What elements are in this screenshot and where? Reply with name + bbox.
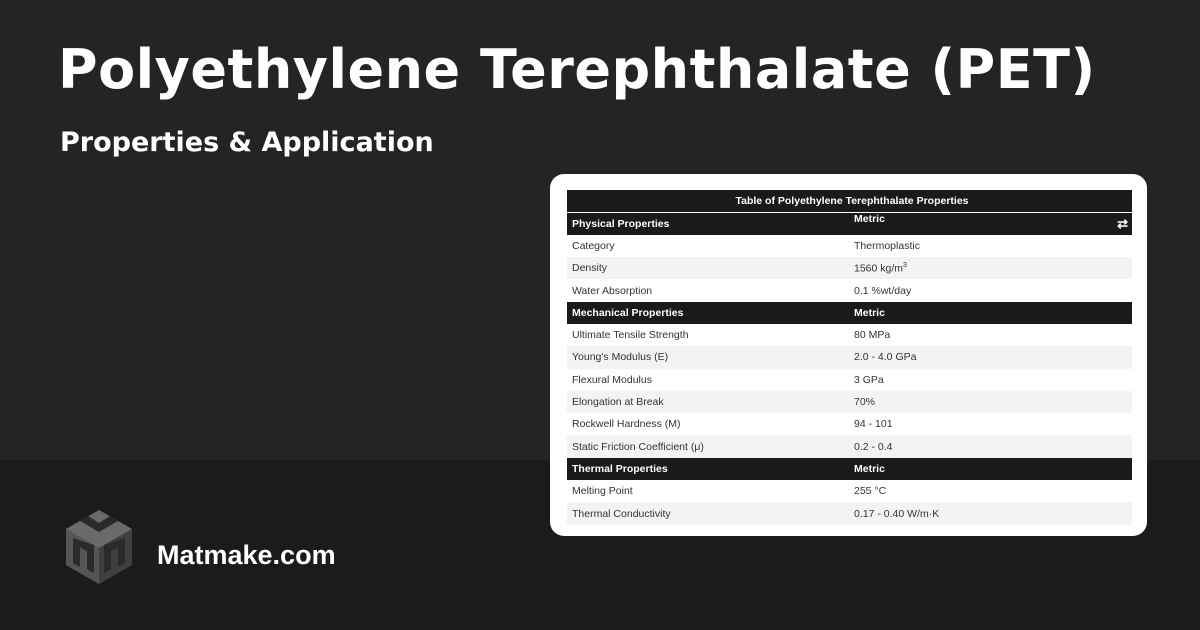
table-caption-row bbox=[567, 190, 1132, 212]
page-title: Polyethylene Terephthalate (PET) bbox=[58, 38, 1096, 101]
property-value: 2.0 - 4.0 GPa bbox=[849, 346, 1132, 368]
section-title: Mechanical Properties bbox=[567, 302, 849, 324]
brand-name: Matmake.com bbox=[157, 540, 336, 570]
property-name: Density bbox=[567, 257, 849, 279]
property-value bbox=[849, 257, 1132, 279]
page-subtitle: Properties & Application bbox=[60, 127, 434, 158]
unit-header bbox=[849, 212, 1132, 235]
table-row bbox=[567, 235, 1132, 257]
property-value: 0.2 - 0.4 bbox=[849, 435, 1132, 457]
table-row bbox=[567, 257, 1132, 279]
property-name: Elongation at Break bbox=[567, 391, 849, 413]
property-name: Young's Modulus (E) bbox=[567, 346, 849, 368]
swap-units-icon[interactable]: ⇄ bbox=[1117, 215, 1129, 231]
table-row bbox=[567, 502, 1132, 524]
table-row bbox=[567, 279, 1132, 301]
unit-label: Metric bbox=[849, 302, 1132, 324]
section-title: Thermal Properties bbox=[567, 458, 849, 480]
value-superscript: 3 bbox=[903, 261, 907, 269]
property-value: 3 GPa bbox=[849, 369, 1132, 391]
property-value: 255 °C bbox=[849, 480, 1132, 502]
property-value: 80 MPa bbox=[849, 324, 1132, 346]
table-row bbox=[567, 435, 1132, 457]
table-row bbox=[567, 369, 1132, 391]
table-row bbox=[567, 391, 1132, 413]
property-value: Thermoplastic bbox=[849, 235, 1132, 257]
table-caption: Table of Polyethylene Terephthalate Properties bbox=[567, 190, 1132, 212]
property-name: Flexural Modulus bbox=[567, 369, 849, 391]
property-value: 70% bbox=[849, 391, 1132, 413]
property-name: Rockwell Hardness (M) bbox=[567, 413, 849, 435]
table-row bbox=[567, 413, 1132, 435]
property-name: Category bbox=[567, 235, 849, 257]
unit-label: Metric bbox=[854, 212, 885, 225]
property-name: Thermal Conductivity bbox=[567, 502, 849, 524]
value-text: 1560 kg/m bbox=[854, 262, 904, 275]
table-row bbox=[567, 324, 1132, 346]
unit-label: Metric bbox=[849, 458, 1132, 480]
section-header-physical bbox=[567, 212, 1132, 235]
section-header-mechanical bbox=[567, 302, 1132, 324]
property-name: Water Absorption bbox=[567, 279, 849, 301]
section-header-thermal bbox=[567, 458, 1132, 480]
property-value: 0.17 - 0.40 W/m·K bbox=[849, 502, 1132, 524]
property-name: Ultimate Tensile Strength bbox=[567, 324, 849, 346]
properties-card bbox=[550, 174, 1147, 536]
section-title: Physical Properties bbox=[567, 212, 849, 235]
property-name: Melting Point bbox=[567, 480, 849, 502]
property-value: 94 - 101 bbox=[849, 413, 1132, 435]
table-row bbox=[567, 346, 1132, 368]
properties-table bbox=[567, 190, 1132, 525]
property-name: Static Friction Coefficient (μ) bbox=[567, 435, 849, 457]
matmake-cube-logo-icon bbox=[62, 507, 136, 587]
property-value: 0.1 %wt/day bbox=[849, 279, 1132, 301]
table-row bbox=[567, 480, 1132, 502]
